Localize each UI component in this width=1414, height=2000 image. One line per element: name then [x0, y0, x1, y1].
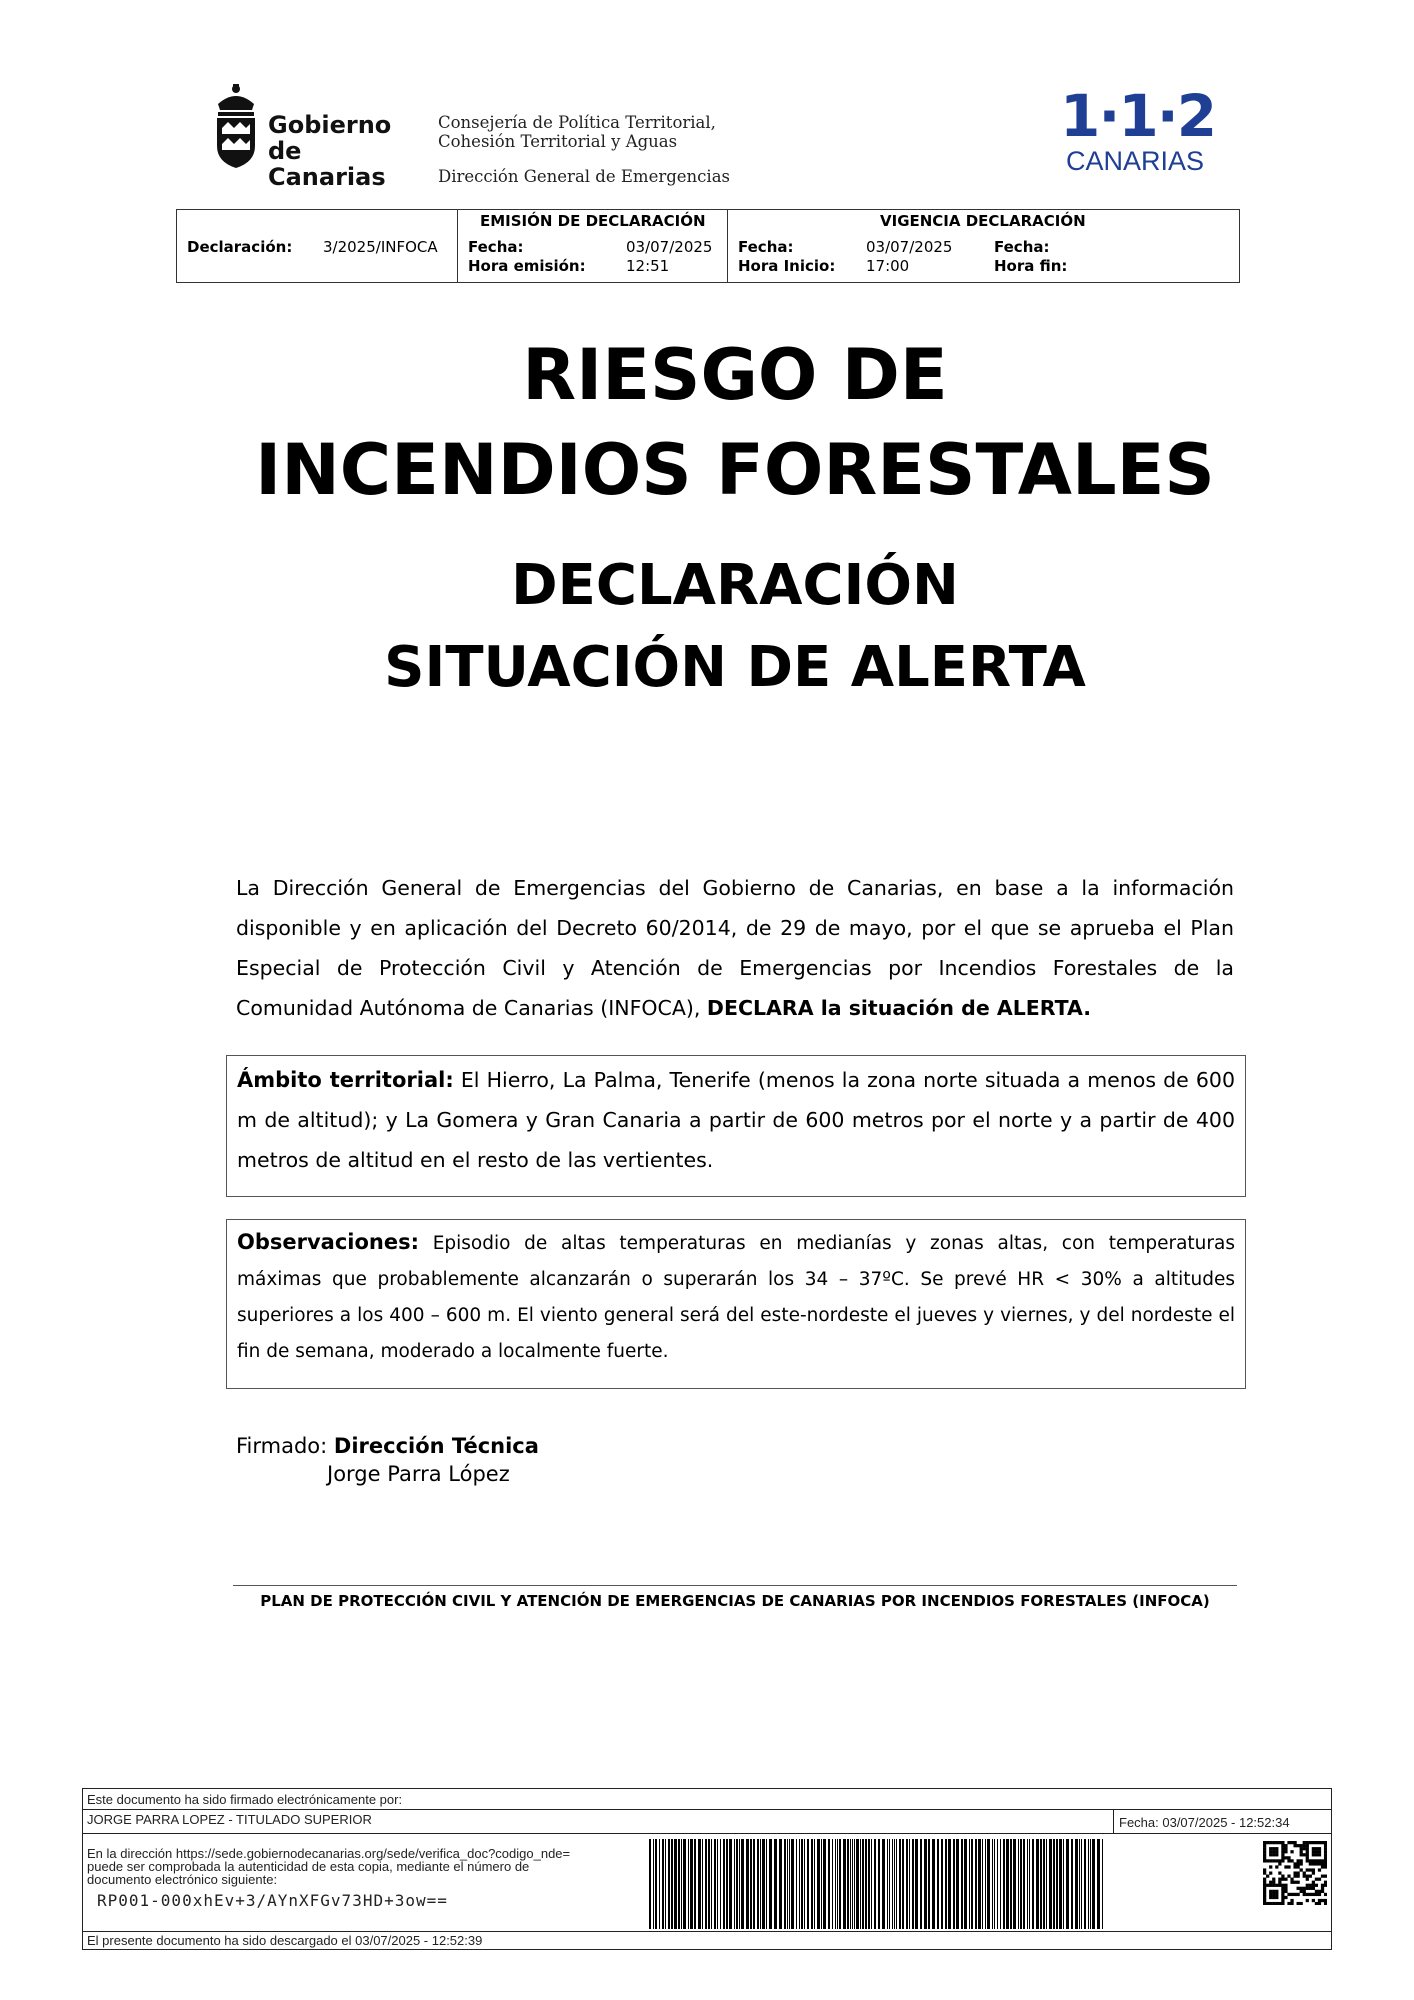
firmado-block	[236, 1432, 539, 1488]
firmado-role: Dirección Técnica	[333, 1434, 539, 1458]
firmado-label: Firmado:	[236, 1434, 328, 1458]
plan-footer: PLAN DE PROTECCIÓN CIVIL Y ATENCIÓN DE EMERGENCIAS DE CANARIAS POR INCENDIOS FORESTALES (INFOCA)	[260, 1592, 1210, 1610]
document-code: RP001-000xhEv+3/AYnXFGv73HD+3ow==	[97, 1891, 448, 1910]
declaracion-label: Declaración:	[187, 238, 293, 256]
intro-declara: DECLARA la situación de ALERTA.	[706, 996, 1092, 1020]
observaciones-text: Episodio de altas temperaturas en medianías y zonas altas, con temperaturas máximas que probablemente alcanzarán o superarán los 34 – 37ºC. Se prevé HR < 30% a altitudes superiores a los 400 – 600 m. El viento general será del este-nordeste el jueves y viernes, y del nordeste el fin de semana, moderado a localmente fuerte.	[237, 1233, 1235, 1362]
ambito-label: Ámbito territorial:	[237, 1068, 454, 1092]
footer-divider	[233, 1585, 1237, 1586]
hora-inicio-label: Hora Inicio:	[738, 257, 836, 275]
subtitle-line-1: DECLARACIÓN	[511, 553, 959, 618]
intro-text: La Dirección General de Emergencias del Gobierno de Canarias, en base a la información disponible y en aplicación del Decreto 60/2014, de 29 de mayo, por el que se aprueba el Plan Especial de Protección Civil y Atención de Emergencias por Incendios Forestales de la Comunidad Autónoma de Canarias (INFOCA),	[236, 876, 1234, 1020]
vig-fecha: 03/07/2025	[866, 238, 953, 256]
hora-emision: 12:51	[626, 257, 670, 275]
dir-line-3: documento electrónico siguiente:	[87, 1872, 278, 1887]
verification-divider	[83, 1833, 1331, 1834]
consejeria-line-2: Cohesión Territorial y Aguas	[438, 132, 678, 151]
verification-box	[82, 1788, 1332, 1950]
hora-inicio: 17:00	[866, 257, 910, 275]
intro-paragraph	[236, 868, 1234, 1028]
declaration-table	[176, 209, 1240, 283]
hora-fin-label: Hora fin:	[994, 257, 1068, 275]
direccion-general: Dirección General de Emergencias	[438, 167, 730, 186]
vigencia-cell	[727, 210, 1239, 282]
downloaded-notice: El presente documento ha sido descargado el 03/07/2025 - 12:52:39	[87, 1933, 483, 1948]
gobierno-text: Gobierno	[268, 111, 392, 139]
firmado-name: Jorge Parra López	[327, 1462, 510, 1486]
dir-line-2: puede ser comprobada la autenticidad de esta copia, mediante el número de	[87, 1859, 530, 1874]
vig-fecha-label: Fecha:	[738, 238, 794, 256]
fin-fecha-label: Fecha:	[994, 238, 1050, 256]
consejeria-line-1: Consejería de Política Territorial,	[438, 113, 716, 132]
dir-line-1: En la dirección https://sede.gobiernodecanarias.org/sede/verifica_doc?codigo_nde=	[87, 1846, 571, 1861]
coat-of-arms-icon	[212, 82, 260, 168]
ambito-text: El Hierro, La Palma, Tenerife (menos la zona norte situada a menos de 600 m de altitud); y La Gomera y Gran Canaria a partir de 600 metros por el norte y a partir de 400 metros de altitud en el resto de las vertientes.	[237, 1068, 1236, 1172]
emision-cell	[457, 210, 728, 282]
observaciones-box	[226, 1219, 1246, 1389]
fecha-divider	[1113, 1809, 1114, 1833]
ambito-box	[226, 1055, 1246, 1197]
title-line-2: INCENDIOS FORESTALES	[255, 429, 1215, 511]
consejeria-block	[438, 113, 716, 151]
logo-112-number: 1·1·2	[1060, 82, 1216, 150]
subtitle-line-2: SITUACIÓN DE ALERTA	[384, 635, 1086, 700]
emision-header: EMISIÓN DE DECLARACIÓN	[480, 212, 706, 230]
emision-fecha-label: Fecha:	[468, 238, 524, 256]
signed-by-label: Este documento ha sido firmado electrónicamente por:	[87, 1792, 403, 1807]
hora-emision-label: Hora emisión:	[468, 257, 586, 275]
qr-code-icon	[1263, 1841, 1327, 1905]
gobierno-canarias-logo	[212, 82, 412, 191]
signer: JORGE PARRA LOPEZ - TITULADO SUPERIOR	[87, 1812, 372, 1827]
declaracion-value: 3/2025/INFOCA	[323, 238, 438, 256]
title-line-1: RIESGO DE	[522, 334, 948, 416]
verification-divider	[83, 1809, 1331, 1810]
signature-date: Fecha: 03/07/2025 - 12:52:34	[1119, 1815, 1290, 1830]
verification-divider	[83, 1931, 1331, 1932]
logo-112-canarias	[1060, 82, 1216, 182]
barcode	[649, 1839, 1109, 1929]
de-canarias-text: de Canarias	[268, 137, 386, 191]
observaciones-label: Observaciones:	[237, 1230, 420, 1254]
emision-fecha: 03/07/2025	[626, 238, 713, 256]
vigencia-header: VIGENCIA DECLARACIÓN	[880, 212, 1086, 230]
logo-112-text: CANARIAS	[1065, 146, 1205, 176]
